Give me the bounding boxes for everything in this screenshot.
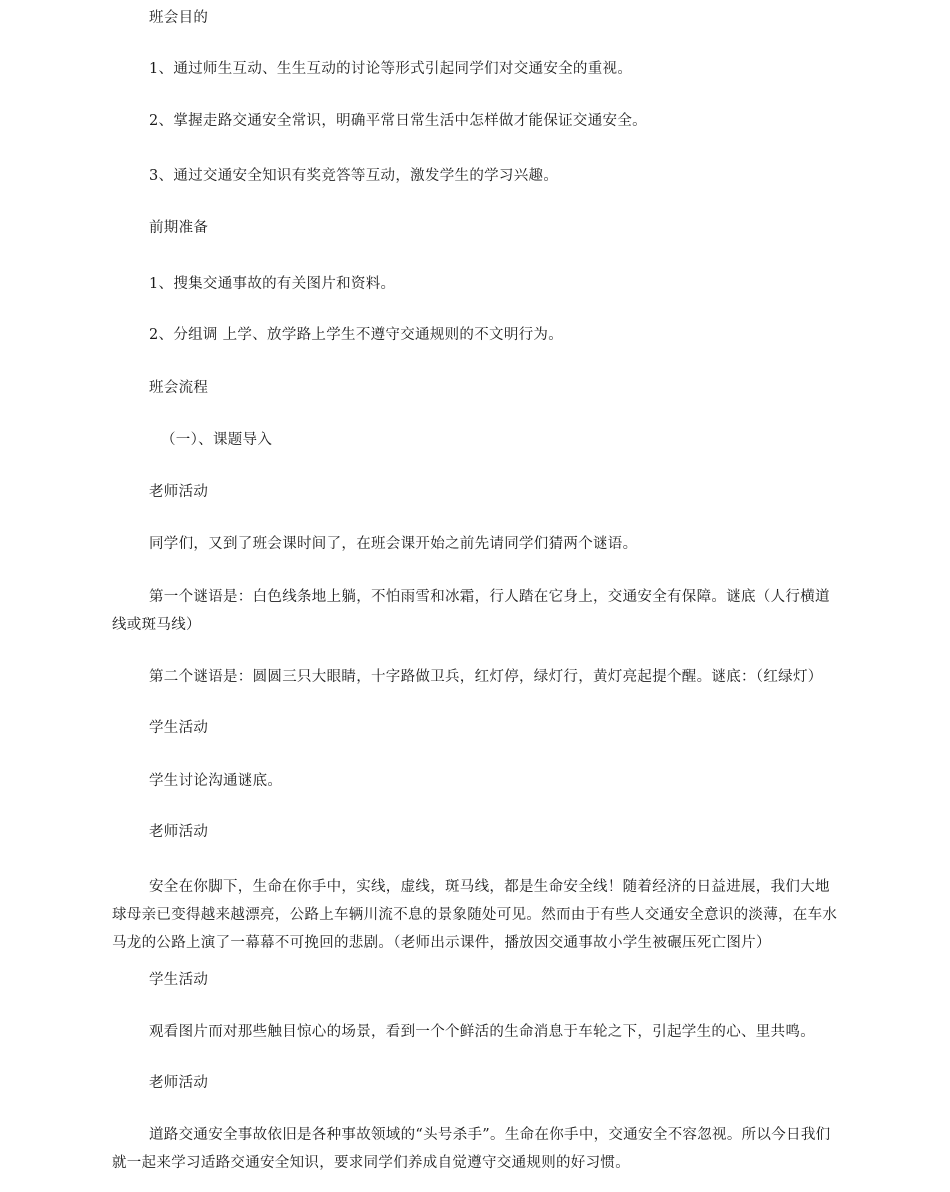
- student-activity-label-2: 学生活动: [149, 972, 209, 988]
- goal-item-3: 3、通过交通安全知识有奖竞答等互动，激发学生的学习兴趣。: [149, 168, 559, 184]
- prep-item-1: 1、搜集交通事故的有关图片和资料。: [149, 276, 396, 292]
- teacher-activity-text-2: 安全在你脚下，生命在你手中，实线，虚线，斑马线，都是生命安全线！随着经济的日益进展，我们大地球母亲已变得越来越漂亮，公路上车辆川流不息的景象随处可见。然而由于有些人交通安全意识的淡薄，在车水马龙的公路上演了一幕幕不可挽回的悲剧。（老师出示课件，播放因交通事故小学生被碾压死亡图片）: [112, 879, 838, 951]
- student-activity-text-1: 学生讨论沟通谜底。: [149, 773, 283, 789]
- teacher-activity-label-3: 老师活动: [149, 1075, 209, 1091]
- prep-heading: 前期准备: [149, 220, 209, 236]
- teacher-activity-text-3: 道路交通安全事故依旧是各种事故领域的“头号杀手”。生命在你手中，交通安全不容忽视。所以今日我们就一起来学习适路交通安全知识，要求同学们养成自觉遵守交通规则的好习惯。: [112, 1127, 831, 1171]
- teacher-activity-label-1: 老师活动: [149, 484, 209, 500]
- goal-item-2: 2、掌握走路交通安全常识，明确平常日常生活中怎样做才能保证交通安全。: [149, 113, 647, 129]
- riddle-1: 第一个谜语是：白色线条地上躺，不怕雨雪和冰霜，行人踏在它身上，交通安全有保障。谜底（人行横道线或斑马线）: [112, 589, 830, 633]
- student-activity-text-2: 观看图片而对那些触目惊心的场景，看到一个个鲜活的生命消息于车轮之下，引起学生的心、里共鸣。: [149, 1024, 815, 1040]
- goal-item-1: 1、通过师生互动、生生互动的讨论等形式引起同学们对交通安全的重视。: [149, 61, 633, 77]
- riddle-2: 第二个谜语是：圆圆三只大眼睛，十字路做卫兵，红灯停，绿灯行，黄灯亮起提个醒。谜底：（红绿灯）: [149, 669, 823, 685]
- teacher-activity-text-1: 同学们，又到了班会课时间了，在班会课开始之前先请同学们猜两个谜语。: [149, 536, 638, 552]
- flow-heading: 班会流程: [149, 380, 209, 396]
- flow-subheading: （一）、课题导入: [161, 432, 273, 448]
- goal-heading: 班会目的: [149, 10, 209, 26]
- student-activity-label-1: 学生活动: [149, 720, 209, 736]
- teacher-activity-label-2: 老师活动: [149, 824, 209, 840]
- prep-item-2: 2、分组调 上学、放学路上学生不遵守交通规则的不文明行为。: [149, 327, 564, 343]
